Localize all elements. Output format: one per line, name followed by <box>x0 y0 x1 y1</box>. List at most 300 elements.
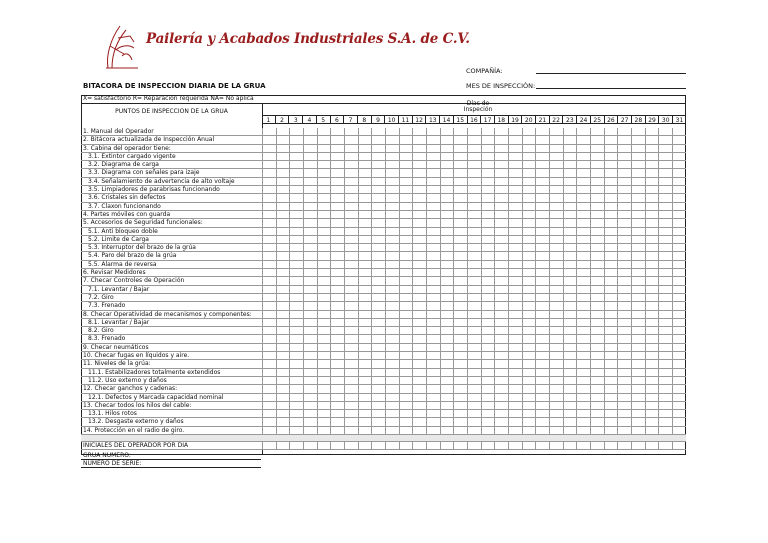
item-check-cell[interactable] <box>371 194 385 202</box>
item-check-cell[interactable] <box>344 360 358 368</box>
item-check-cell[interactable] <box>672 145 686 153</box>
item-check-cell[interactable] <box>426 418 440 426</box>
item-check-cell[interactable] <box>262 136 276 144</box>
item-check-cell[interactable] <box>440 178 454 186</box>
item-check-cell[interactable] <box>672 335 686 343</box>
item-check-cell[interactable] <box>330 344 344 352</box>
item-check-cell[interactable] <box>330 286 344 294</box>
item-check-cell[interactable] <box>330 161 344 169</box>
item-check-cell[interactable] <box>399 228 413 236</box>
item-check-cell[interactable] <box>371 261 385 269</box>
item-check-cell[interactable] <box>494 311 508 319</box>
item-check-cell[interactable] <box>645 219 659 227</box>
item-check-cell[interactable] <box>371 311 385 319</box>
item-check-cell[interactable] <box>522 244 536 252</box>
initials-check-cell[interactable] <box>303 442 317 450</box>
item-check-cell[interactable] <box>385 394 399 402</box>
item-check-cell[interactable] <box>494 335 508 343</box>
item-check-cell[interactable] <box>426 211 440 219</box>
item-check-cell[interactable] <box>672 369 686 377</box>
item-check-cell[interactable] <box>262 360 276 368</box>
item-check-cell[interactable] <box>604 277 618 285</box>
item-check-cell[interactable] <box>672 161 686 169</box>
initials-check-cell[interactable] <box>494 442 508 450</box>
item-check-cell[interactable] <box>508 261 522 269</box>
item-check-cell[interactable] <box>617 228 631 236</box>
item-check-cell[interactable] <box>303 236 317 244</box>
item-check-cell[interactable] <box>672 136 686 144</box>
item-check-cell[interactable] <box>522 427 536 435</box>
item-check-cell[interactable] <box>385 203 399 211</box>
item-check-cell[interactable] <box>276 360 290 368</box>
item-check-cell[interactable] <box>631 335 645 343</box>
item-check-cell[interactable] <box>440 286 454 294</box>
item-check-cell[interactable] <box>604 211 618 219</box>
item-check-cell[interactable] <box>440 327 454 335</box>
item-check-cell[interactable] <box>481 302 495 310</box>
item-check-cell[interactable] <box>262 203 276 211</box>
item-check-cell[interactable] <box>467 385 481 393</box>
item-check-cell[interactable] <box>385 244 399 252</box>
item-check-cell[interactable] <box>549 335 563 343</box>
item-check-cell[interactable] <box>426 385 440 393</box>
item-check-cell[interactable] <box>617 219 631 227</box>
item-check-cell[interactable] <box>303 203 317 211</box>
item-check-cell[interactable] <box>289 228 303 236</box>
item-check-cell[interactable] <box>412 252 426 260</box>
item-check-cell[interactable] <box>522 261 536 269</box>
item-check-cell[interactable] <box>604 252 618 260</box>
item-check-cell[interactable] <box>576 252 590 260</box>
item-check-cell[interactable] <box>317 219 331 227</box>
item-check-cell[interactable] <box>549 269 563 277</box>
item-check-cell[interactable] <box>276 294 290 302</box>
item-check-cell[interactable] <box>276 352 290 360</box>
item-check-cell[interactable] <box>399 178 413 186</box>
item-check-cell[interactable] <box>426 244 440 252</box>
item-check-cell[interactable] <box>344 294 358 302</box>
item-check-cell[interactable] <box>317 286 331 294</box>
item-check-cell[interactable] <box>317 194 331 202</box>
item-check-cell[interactable] <box>535 327 549 335</box>
item-check-cell[interactable] <box>385 194 399 202</box>
item-check-cell[interactable] <box>453 269 467 277</box>
item-check-cell[interactable] <box>358 286 372 294</box>
item-check-cell[interactable] <box>631 236 645 244</box>
item-check-cell[interactable] <box>385 302 399 310</box>
item-check-cell[interactable] <box>481 228 495 236</box>
item-check-cell[interactable] <box>289 394 303 402</box>
item-check-cell[interactable] <box>522 294 536 302</box>
item-check-cell[interactable] <box>576 194 590 202</box>
item-check-cell[interactable] <box>453 211 467 219</box>
item-check-cell[interactable] <box>631 352 645 360</box>
item-check-cell[interactable] <box>426 269 440 277</box>
item-check-cell[interactable] <box>481 286 495 294</box>
item-check-cell[interactable] <box>276 211 290 219</box>
item-check-cell[interactable] <box>330 194 344 202</box>
item-check-cell[interactable] <box>604 236 618 244</box>
item-check-cell[interactable] <box>467 269 481 277</box>
item-check-cell[interactable] <box>494 252 508 260</box>
item-check-cell[interactable] <box>617 410 631 418</box>
initials-check-cell[interactable] <box>317 442 331 450</box>
item-check-cell[interactable] <box>645 427 659 435</box>
item-check-cell[interactable] <box>604 319 618 327</box>
item-check-cell[interactable] <box>508 286 522 294</box>
item-check-cell[interactable] <box>371 385 385 393</box>
item-check-cell[interactable] <box>576 244 590 252</box>
item-check-cell[interactable] <box>494 352 508 360</box>
item-check-cell[interactable] <box>563 169 577 177</box>
item-check-cell[interactable] <box>494 277 508 285</box>
item-check-cell[interactable] <box>371 352 385 360</box>
item-check-cell[interactable] <box>344 136 358 144</box>
item-check-cell[interactable] <box>672 128 686 136</box>
item-check-cell[interactable] <box>453 344 467 352</box>
item-check-cell[interactable] <box>481 169 495 177</box>
item-check-cell[interactable] <box>276 178 290 186</box>
item-check-cell[interactable] <box>617 352 631 360</box>
item-check-cell[interactable] <box>494 194 508 202</box>
item-check-cell[interactable] <box>535 145 549 153</box>
item-check-cell[interactable] <box>344 286 358 294</box>
item-check-cell[interactable] <box>658 161 672 169</box>
item-check-cell[interactable] <box>494 269 508 277</box>
item-check-cell[interactable] <box>344 186 358 194</box>
item-check-cell[interactable] <box>508 169 522 177</box>
item-check-cell[interactable] <box>658 327 672 335</box>
item-check-cell[interactable] <box>276 219 290 227</box>
item-check-cell[interactable] <box>549 178 563 186</box>
item-check-cell[interactable] <box>303 352 317 360</box>
item-check-cell[interactable] <box>385 145 399 153</box>
item-check-cell[interactable] <box>658 211 672 219</box>
item-check-cell[interactable] <box>494 219 508 227</box>
item-check-cell[interactable] <box>631 360 645 368</box>
item-check-cell[interactable] <box>563 369 577 377</box>
item-check-cell[interactable] <box>412 385 426 393</box>
item-check-cell[interactable] <box>303 394 317 402</box>
item-check-cell[interactable] <box>344 327 358 335</box>
item-check-cell[interactable] <box>467 377 481 385</box>
item-check-cell[interactable] <box>453 402 467 410</box>
item-check-cell[interactable] <box>371 211 385 219</box>
item-check-cell[interactable] <box>276 427 290 435</box>
item-check-cell[interactable] <box>672 311 686 319</box>
item-check-cell[interactable] <box>330 311 344 319</box>
item-check-cell[interactable] <box>426 277 440 285</box>
item-check-cell[interactable] <box>303 161 317 169</box>
item-check-cell[interactable] <box>412 344 426 352</box>
item-check-cell[interactable] <box>371 377 385 385</box>
item-check-cell[interactable] <box>481 203 495 211</box>
item-check-cell[interactable] <box>535 410 549 418</box>
item-check-cell[interactable] <box>358 153 372 161</box>
item-check-cell[interactable] <box>330 252 344 260</box>
item-check-cell[interactable] <box>576 402 590 410</box>
item-check-cell[interactable] <box>303 136 317 144</box>
item-check-cell[interactable] <box>617 186 631 194</box>
item-check-cell[interactable] <box>467 128 481 136</box>
item-check-cell[interactable] <box>358 277 372 285</box>
item-check-cell[interactable] <box>399 311 413 319</box>
initials-check-cell[interactable] <box>631 442 645 450</box>
initials-check-cell[interactable] <box>590 442 604 450</box>
item-check-cell[interactable] <box>440 277 454 285</box>
item-check-cell[interactable] <box>494 344 508 352</box>
item-check-cell[interactable] <box>453 153 467 161</box>
item-check-cell[interactable] <box>344 252 358 260</box>
item-check-cell[interactable] <box>467 252 481 260</box>
item-check-cell[interactable] <box>358 261 372 269</box>
item-check-cell[interactable] <box>276 145 290 153</box>
item-check-cell[interactable] <box>467 186 481 194</box>
item-check-cell[interactable] <box>440 418 454 426</box>
item-check-cell[interactable] <box>535 261 549 269</box>
item-check-cell[interactable] <box>658 277 672 285</box>
item-check-cell[interactable] <box>645 178 659 186</box>
item-check-cell[interactable] <box>317 161 331 169</box>
item-check-cell[interactable] <box>412 203 426 211</box>
item-check-cell[interactable] <box>262 294 276 302</box>
item-check-cell[interactable] <box>631 327 645 335</box>
item-check-cell[interactable] <box>508 335 522 343</box>
item-check-cell[interactable] <box>289 410 303 418</box>
item-check-cell[interactable] <box>303 128 317 136</box>
item-check-cell[interactable] <box>453 136 467 144</box>
item-check-cell[interactable] <box>576 203 590 211</box>
item-check-cell[interactable] <box>440 252 454 260</box>
item-check-cell[interactable] <box>262 178 276 186</box>
item-check-cell[interactable] <box>276 327 290 335</box>
item-check-cell[interactable] <box>617 427 631 435</box>
item-check-cell[interactable] <box>467 344 481 352</box>
item-check-cell[interactable] <box>303 252 317 260</box>
item-check-cell[interactable] <box>617 402 631 410</box>
item-check-cell[interactable] <box>399 153 413 161</box>
item-check-cell[interactable] <box>590 252 604 260</box>
item-check-cell[interactable] <box>426 294 440 302</box>
item-check-cell[interactable] <box>303 377 317 385</box>
item-check-cell[interactable] <box>576 352 590 360</box>
item-check-cell[interactable] <box>672 203 686 211</box>
initials-check-cell[interactable] <box>412 442 426 450</box>
item-check-cell[interactable] <box>617 261 631 269</box>
item-check-cell[interactable] <box>590 377 604 385</box>
item-check-cell[interactable] <box>467 178 481 186</box>
item-check-cell[interactable] <box>399 128 413 136</box>
item-check-cell[interactable] <box>467 327 481 335</box>
item-check-cell[interactable] <box>604 186 618 194</box>
item-check-cell[interactable] <box>262 153 276 161</box>
item-check-cell[interactable] <box>645 360 659 368</box>
item-check-cell[interactable] <box>467 194 481 202</box>
item-check-cell[interactable] <box>440 302 454 310</box>
item-check-cell[interactable] <box>358 418 372 426</box>
item-check-cell[interactable] <box>344 219 358 227</box>
item-check-cell[interactable] <box>508 128 522 136</box>
item-check-cell[interactable] <box>604 136 618 144</box>
item-check-cell[interactable] <box>426 261 440 269</box>
item-check-cell[interactable] <box>631 145 645 153</box>
item-check-cell[interactable] <box>549 369 563 377</box>
item-check-cell[interactable] <box>508 252 522 260</box>
item-check-cell[interactable] <box>631 385 645 393</box>
item-check-cell[interactable] <box>399 394 413 402</box>
item-check-cell[interactable] <box>426 178 440 186</box>
item-check-cell[interactable] <box>508 427 522 435</box>
item-check-cell[interactable] <box>467 236 481 244</box>
item-check-cell[interactable] <box>358 344 372 352</box>
item-check-cell[interactable] <box>604 385 618 393</box>
item-check-cell[interactable] <box>371 360 385 368</box>
item-check-cell[interactable] <box>371 335 385 343</box>
item-check-cell[interactable] <box>590 427 604 435</box>
item-check-cell[interactable] <box>289 169 303 177</box>
item-check-cell[interactable] <box>481 335 495 343</box>
item-check-cell[interactable] <box>303 153 317 161</box>
item-check-cell[interactable] <box>508 311 522 319</box>
item-check-cell[interactable] <box>645 311 659 319</box>
item-check-cell[interactable] <box>549 136 563 144</box>
item-check-cell[interactable] <box>617 153 631 161</box>
item-check-cell[interactable] <box>467 319 481 327</box>
item-check-cell[interactable] <box>549 377 563 385</box>
item-check-cell[interactable] <box>453 369 467 377</box>
item-check-cell[interactable] <box>576 344 590 352</box>
item-check-cell[interactable] <box>672 261 686 269</box>
item-check-cell[interactable] <box>358 161 372 169</box>
item-check-cell[interactable] <box>412 418 426 426</box>
item-check-cell[interactable] <box>631 194 645 202</box>
item-check-cell[interactable] <box>508 410 522 418</box>
item-check-cell[interactable] <box>371 203 385 211</box>
item-check-cell[interactable] <box>467 244 481 252</box>
item-check-cell[interactable] <box>508 178 522 186</box>
item-check-cell[interactable] <box>412 410 426 418</box>
item-check-cell[interactable] <box>590 286 604 294</box>
item-check-cell[interactable] <box>399 377 413 385</box>
item-check-cell[interactable] <box>412 211 426 219</box>
item-check-cell[interactable] <box>317 169 331 177</box>
item-check-cell[interactable] <box>303 294 317 302</box>
item-check-cell[interactable] <box>426 136 440 144</box>
item-check-cell[interactable] <box>563 294 577 302</box>
item-check-cell[interactable] <box>262 269 276 277</box>
item-check-cell[interactable] <box>276 418 290 426</box>
item-check-cell[interactable] <box>645 286 659 294</box>
item-check-cell[interactable] <box>385 344 399 352</box>
item-check-cell[interactable] <box>658 335 672 343</box>
item-check-cell[interactable] <box>330 277 344 285</box>
item-check-cell[interactable] <box>645 211 659 219</box>
initials-check-cell[interactable] <box>617 442 631 450</box>
item-check-cell[interactable] <box>303 261 317 269</box>
item-check-cell[interactable] <box>371 327 385 335</box>
item-check-cell[interactable] <box>440 344 454 352</box>
item-check-cell[interactable] <box>426 302 440 310</box>
item-check-cell[interactable] <box>426 327 440 335</box>
item-check-cell[interactable] <box>508 186 522 194</box>
initials-check-cell[interactable] <box>440 442 454 450</box>
item-check-cell[interactable] <box>358 244 372 252</box>
item-check-cell[interactable] <box>481 211 495 219</box>
initials-check-cell[interactable] <box>563 442 577 450</box>
item-check-cell[interactable] <box>508 145 522 153</box>
item-check-cell[interactable] <box>645 294 659 302</box>
item-check-cell[interactable] <box>576 311 590 319</box>
initials-check-cell[interactable] <box>645 442 659 450</box>
item-check-cell[interactable] <box>590 211 604 219</box>
item-check-cell[interactable] <box>453 145 467 153</box>
item-check-cell[interactable] <box>453 427 467 435</box>
item-check-cell[interactable] <box>412 228 426 236</box>
item-check-cell[interactable] <box>330 128 344 136</box>
item-check-cell[interactable] <box>358 203 372 211</box>
item-check-cell[interactable] <box>303 319 317 327</box>
item-check-cell[interactable] <box>590 178 604 186</box>
item-check-cell[interactable] <box>576 219 590 227</box>
item-check-cell[interactable] <box>576 377 590 385</box>
item-check-cell[interactable] <box>481 161 495 169</box>
item-check-cell[interactable] <box>604 194 618 202</box>
item-check-cell[interactable] <box>412 286 426 294</box>
item-check-cell[interactable] <box>631 277 645 285</box>
item-check-cell[interactable] <box>412 294 426 302</box>
item-check-cell[interactable] <box>262 344 276 352</box>
item-check-cell[interactable] <box>344 385 358 393</box>
item-check-cell[interactable] <box>508 269 522 277</box>
item-check-cell[interactable] <box>358 385 372 393</box>
item-check-cell[interactable] <box>645 335 659 343</box>
item-check-cell[interactable] <box>358 311 372 319</box>
item-check-cell[interactable] <box>508 402 522 410</box>
item-check-cell[interactable] <box>344 352 358 360</box>
item-check-cell[interactable] <box>481 128 495 136</box>
item-check-cell[interactable] <box>508 161 522 169</box>
item-check-cell[interactable] <box>604 228 618 236</box>
item-check-cell[interactable] <box>549 169 563 177</box>
item-check-cell[interactable] <box>467 427 481 435</box>
item-check-cell[interactable] <box>672 286 686 294</box>
item-check-cell[interactable] <box>453 319 467 327</box>
item-check-cell[interactable] <box>289 369 303 377</box>
item-check-cell[interactable] <box>385 228 399 236</box>
item-check-cell[interactable] <box>371 286 385 294</box>
item-check-cell[interactable] <box>330 269 344 277</box>
item-check-cell[interactable] <box>399 277 413 285</box>
item-check-cell[interactable] <box>549 194 563 202</box>
item-check-cell[interactable] <box>303 360 317 368</box>
item-check-cell[interactable] <box>494 319 508 327</box>
item-check-cell[interactable] <box>289 219 303 227</box>
item-check-cell[interactable] <box>494 244 508 252</box>
item-check-cell[interactable] <box>440 161 454 169</box>
item-check-cell[interactable] <box>440 194 454 202</box>
item-check-cell[interactable] <box>672 236 686 244</box>
item-check-cell[interactable] <box>412 244 426 252</box>
item-check-cell[interactable] <box>276 311 290 319</box>
item-check-cell[interactable] <box>590 302 604 310</box>
item-check-cell[interactable] <box>645 418 659 426</box>
item-check-cell[interactable] <box>276 161 290 169</box>
item-check-cell[interactable] <box>330 228 344 236</box>
item-check-cell[interactable] <box>371 294 385 302</box>
item-check-cell[interactable] <box>344 153 358 161</box>
item-check-cell[interactable] <box>563 418 577 426</box>
item-check-cell[interactable] <box>358 219 372 227</box>
